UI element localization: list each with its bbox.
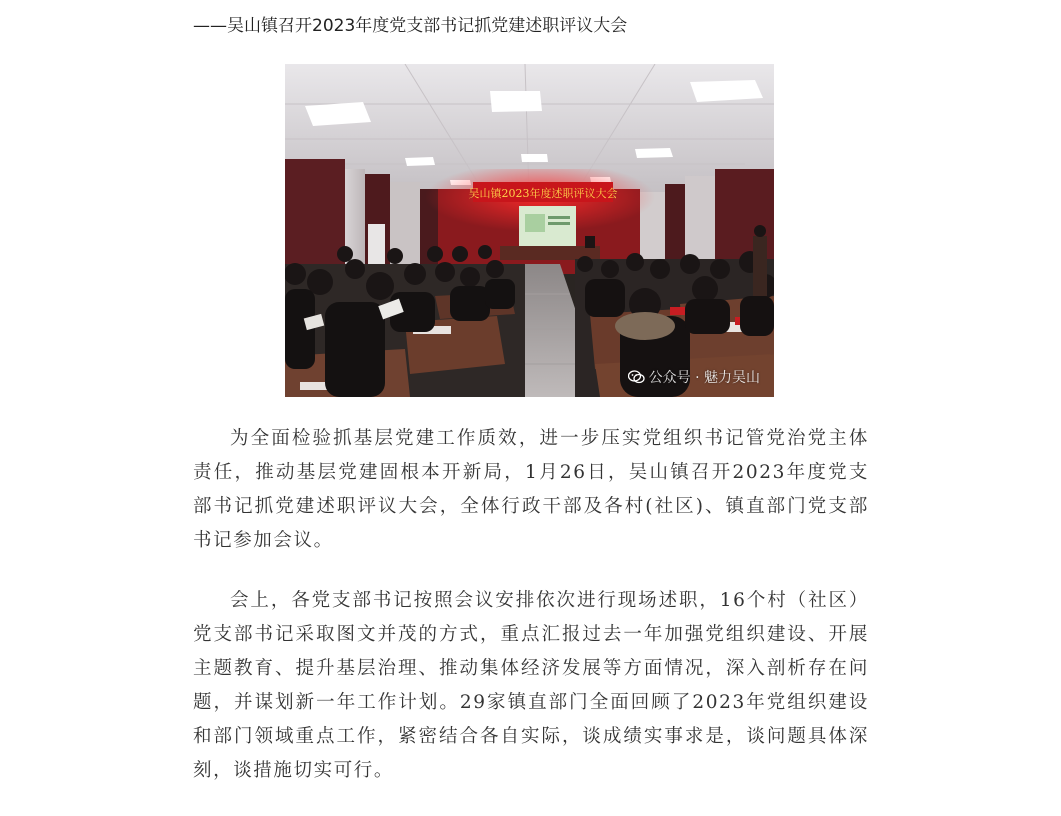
- article-subtitle: ——吴山镇召开2023年度党支部书记抓党建述职评议大会: [193, 16, 628, 36]
- article-paragraph-2: 会上，各党支部书记按照会议安排依次进行现场述职，16个村（社区）党支部书记采取图文并茂的方式，重点汇报过去一年加强党组织建设、开展主题教育、提升基层治理、推动集体经济发展等方面情况，深入剖析存在问题，并谋划新一年工作计划。29家镇直部门全面回顾了2023年党组织建设和部门领域重点工作，紧密结合各自实际，谈成绩实事求是，谈问题具体深刻，谈措施切实可行。: [193, 590, 869, 781]
- banner-text: 吴山镇2023年度述职评议大会: [468, 187, 618, 200]
- photo-watermark: [628, 367, 760, 387]
- article-paragraph-1: 为全面检验抓基层党建工作质效，进一步压实党组织书记管党治党主体责任，推动基层党建固根本开新局，1月26日，吴山镇召开2023年度党支部书记抓党建述职评议大会，全体行政干部及各村(社区)、镇直部门党支部书记参加会议。: [193, 428, 869, 551]
- meeting-photo: [285, 64, 774, 397]
- wechat-icon: [628, 370, 645, 384]
- watermark-text: 公众号 · 魅力吴山: [648, 370, 760, 386]
- meeting-photo-scene: [285, 64, 774, 397]
